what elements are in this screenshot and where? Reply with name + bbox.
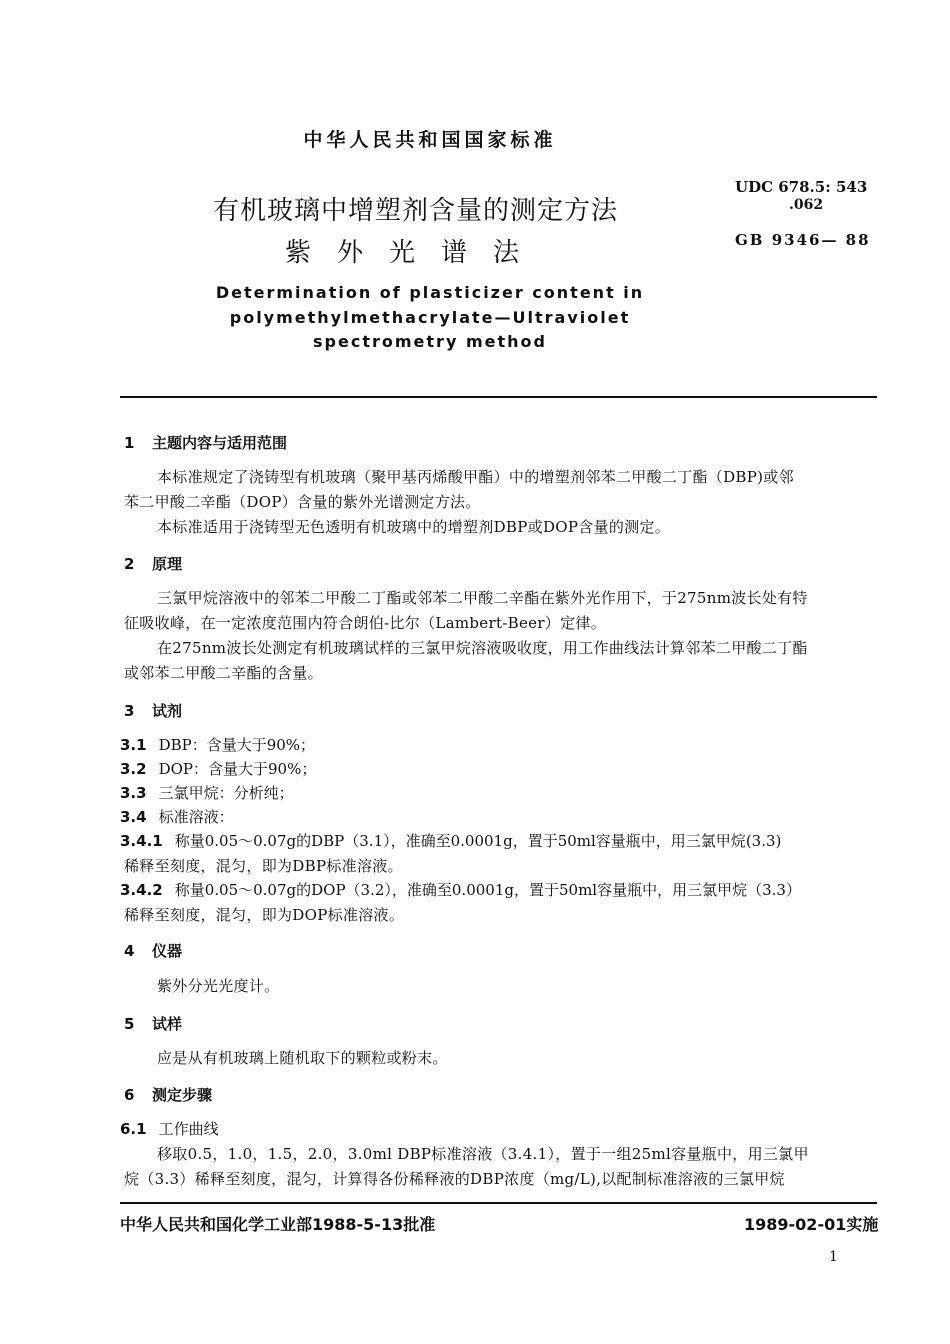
clause-3-4-1: [120, 830, 781, 851]
clause-number: 3.3: [120, 784, 147, 802]
paragraph: 三氯甲烷溶液中的邻苯二甲酸二丁酯或邻苯二甲酸二辛酯在紫外光作用下，于275nm波长处有特: [157, 589, 808, 607]
paragraph: 应是从有机玻璃上随机取下的颗粒或粉末。: [157, 1049, 448, 1067]
clause-text: 标准溶液：: [158, 808, 234, 826]
section-5-heading: [124, 1013, 182, 1034]
paragraph: 稀释至刻度，混匀，即为DBP标准溶液。: [124, 857, 403, 875]
header-rule: [120, 396, 877, 398]
section-number: 1: [124, 434, 135, 452]
title-cn-line2: 紫外光谱法: [285, 238, 546, 268]
approval-line: 中华人民共和国化学工业部1988-5-13批准: [120, 1215, 436, 1234]
paragraph: 烷（3.3）稀释至刻度，混匀，计算得各份稀释液的DBP浓度（mg/L),以配制标准溶液的三氯甲烷: [124, 1170, 785, 1188]
section-3-heading: [124, 700, 182, 721]
section-title: 试样: [152, 1015, 183, 1033]
standard-name: 中华人民共和国国家标准: [303, 129, 557, 151]
clause-number: 3.4.2: [120, 881, 163, 899]
paragraph: 紫外分光光度计。: [157, 977, 280, 995]
paragraph: 或邻苯二甲酸二辛酯的含量。: [124, 664, 323, 682]
section-number: 6: [124, 1086, 135, 1104]
clause-3-4: [120, 806, 234, 827]
section-4-heading: [124, 940, 182, 961]
clause-number: 3.2: [120, 760, 147, 778]
title-en-line1: Determination of plasticizer content in: [215, 283, 645, 302]
page-number: 1: [829, 1249, 838, 1265]
paragraph: 在275nm波长处测定有机玻璃试样的三氯甲烷溶液吸收度，用工作曲线法计算邻苯二甲酸二丁酯: [157, 639, 808, 657]
clause-number: 3.4: [120, 808, 147, 826]
clause-6-1: [120, 1118, 219, 1139]
clause-number: 6.1: [120, 1120, 147, 1138]
section-6-heading: [124, 1084, 212, 1105]
paragraph: 移取0.5，1.0，1.5，2.0，3.0ml DBP标准溶液（3.4.1），置于一组25ml容量瓶中，用三氯甲: [157, 1145, 809, 1163]
clause-3-4-2: [120, 879, 801, 900]
paragraph: 稀释至刻度，混匀，即为DOP标准溶液。: [124, 906, 405, 924]
title-en-line3: spectrometry method: [313, 332, 547, 351]
section-number: 4: [124, 942, 135, 960]
paragraph: 苯二甲酸二辛酯（DOP）含量的紫外光谱测定方法。: [124, 493, 481, 511]
paragraph: 本标准适用于浇铸型无色透明有机玻璃中的增塑剂DBP或DOP含量的测定。: [157, 518, 671, 536]
clause-3-2: [120, 758, 316, 779]
gb-code: GB 9346— 88: [735, 231, 871, 249]
section-title: 仪器: [152, 942, 183, 960]
section-number: 2: [124, 555, 135, 573]
title-cn-line1: 有机玻璃中增塑剂含量的测定方法: [213, 196, 619, 226]
udc-code: UDC 678.5: 543: [735, 178, 868, 196]
clause-text: DBP：含量大于90%；: [158, 736, 316, 754]
footer-rule: [120, 1202, 877, 1204]
clause-number: 3.4.1: [120, 832, 163, 850]
section-title: 原理: [152, 555, 183, 573]
clause-text: 工作曲线: [158, 1120, 219, 1138]
paragraph: 征吸收峰，在一定浓度范围内符合朗伯-比尔（Lambert-Beer）定律。: [124, 614, 606, 632]
clause-text: 称量0.05～0.07g的DOP（3.2），准确至0.0001g，置于50ml容量瓶中，用三氯甲烷（3.3）: [174, 881, 801, 899]
clause-3-1: [120, 734, 315, 755]
clause-text: 称量0.05～0.07g的DBP（3.1），准确至0.0001g，置于50ml容量瓶中，用三氯甲烷(3.3): [174, 832, 782, 850]
section-title: 试剂: [152, 702, 183, 720]
clause-number: 3.1: [120, 736, 147, 754]
title-en-line2: polymethylmethacrylate—Ultraviolet: [229, 308, 631, 327]
udc-code-cont: .062: [789, 197, 824, 213]
effective-date: 1989-02-01实施: [744, 1215, 879, 1234]
section-title: 主题内容与适用范围: [152, 434, 288, 452]
clause-text: 三氯甲烷：分析纯；: [158, 784, 294, 802]
section-2-heading: [124, 553, 182, 574]
clause-3-3: [120, 782, 294, 803]
section-1-heading: [124, 432, 287, 453]
section-title: 测定步骤: [152, 1086, 213, 1104]
clause-text: DOP：含量大于90%；: [158, 760, 317, 778]
section-number: 3: [124, 702, 135, 720]
paragraph: 本标准规定了浇铸型有机玻璃（聚甲基丙烯酸甲酯）中的增塑剂邻苯二甲酸二丁酯（DBP)或邻: [157, 468, 794, 486]
section-number: 5: [124, 1015, 135, 1033]
